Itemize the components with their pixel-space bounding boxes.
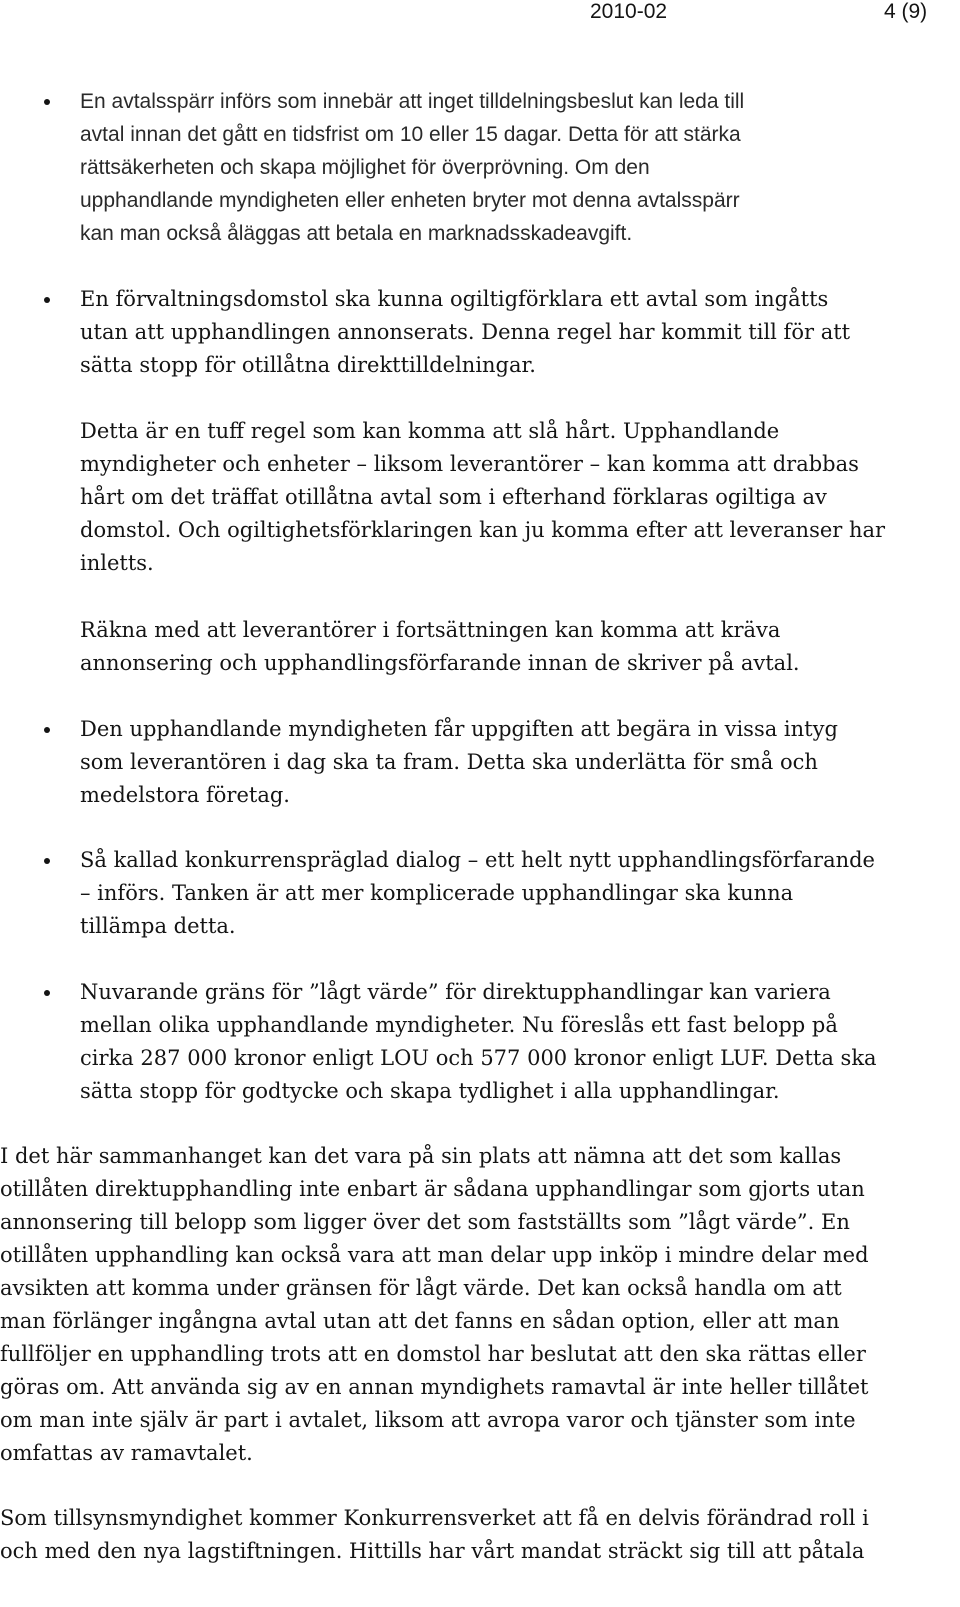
bullet-marker [44,858,50,864]
text-line: rättsäkerheten och skapa möjlighet för överprövning. Om den [80,156,650,179]
text-line: göras om. Att använda sig av en annan myndighets ramavtal är inte heller tillåtet [0,1375,869,1399]
text-line: otillåten upphandling kan också vara att man delar upp inköp i mindre delar med [0,1243,869,1267]
text-line: upphandlande myndigheten eller enheten bryter mot denna avtalsspärr [80,189,740,212]
text-line: man förlänger ingångna avtal utan att det fanns en sådan option, eller att man [0,1309,840,1333]
text-line: Den upphandlande myndigheten får uppgiften att begära in vissa intyg [80,717,838,741]
text-line: domstol. Och ogiltighetsförklaringen kan ju komma efter att leveranser har [80,518,886,542]
text-line: sätta stopp för otillåtna direkttilldelningar. [80,353,536,377]
text-line: som leverantören i dag ska ta fram. Detta ska underlätta för små och [80,750,818,774]
text-line: otillåten direktupphandling inte enbart är sådana upphandlingar som gjorts utan [0,1177,865,1201]
bullet-item [80,713,940,812]
indented-paragraph [80,415,940,580]
text-line: myndigheter och enheter – liksom leverantörer – kan komma att drabbas [80,452,859,476]
text-line: annonsering och upphandlingsförfarande innan de skriver på avtal. [80,651,800,675]
header-page-number: 4 (9) [884,0,928,23]
text-line: inletts. [80,551,154,575]
bullet-marker [44,990,50,996]
text-line: om man inte själv är part i avtalet, liksom att avropa varor och tjänster som inte [0,1408,856,1432]
text-line: Detta är en tuff regel som kan komma att slå hårt. Upphandlande [80,419,780,443]
text-line: mellan olika upphandlande myndigheter. Nu föreslås ett fast belopp på [80,1013,838,1037]
bullet-item [80,283,940,382]
text-line: En förvaltningsdomstol ska kunna ogiltigförklara ett avtal som ingåtts [80,287,829,311]
text-line: utan att upphandlingen annonserats. Denna regel har kommit till för att [80,320,851,344]
text-line: medelstora företag. [80,783,290,807]
header-date: 2010-02 [590,0,668,23]
bullet-item [80,85,940,250]
text-line: Räkna med att leverantörer i fortsättningen kan komma att kräva [80,618,781,642]
bullet-marker [44,99,50,105]
bullet-item [80,976,940,1108]
page-header [0,0,960,30]
bullet-item [80,844,940,943]
bullet-marker [44,297,50,303]
text-line: hårt om det träffat otillåtna avtal som i efterhand förklaras ogiltiga av [80,485,827,509]
text-line: avsikten att komma under gränsen för lågt värde. Det kan också handla om att [0,1276,842,1300]
text-line: sätta stopp för godtycke och skapa tydlighet i alla upphandlingar. [80,1079,780,1103]
text-line: Nuvarande gräns för ”lågt värde” för direktupphandlingar kan variera [80,980,831,1004]
text-line: tillämpa detta. [80,914,236,938]
body-paragraph [0,1502,940,1568]
bullet-marker [44,727,50,733]
indented-paragraph [80,614,940,680]
text-line: annonsering till belopp som ligger över det som fastställts som ”lågt värde”. En [0,1210,850,1234]
text-line: En avtalsspärr införs som innebär att inget tilldelningsbeslut kan leda till [80,90,745,113]
text-line: fullföljer en upphandling trots att en domstol har beslutat att den ska rättas eller [0,1342,866,1366]
text-line: I det här sammanhanget kan det vara på sin plats att nämna att det som kallas [0,1144,842,1168]
text-line: avtal innan det gått en tidsfrist om 10 eller 15 dagar. Detta för att stärka [80,123,741,146]
text-line: cirka 287 000 kronor enligt LOU och 577 000 kronor enligt LUF. Detta ska [80,1046,877,1070]
text-line: – införs. Tanken är att mer komplicerade upphandlingar ska kunna [80,881,794,905]
text-line: omfattas av ramavtalet. [0,1441,253,1465]
body-paragraph [0,1140,940,1470]
text-line: Så kallad konkurrenspräglad dialog – ett helt nytt upphandlingsförfarande [80,848,875,872]
text-line: Som tillsynsmyndighet kommer Konkurrensverket att få en delvis förändrad roll i [0,1506,869,1530]
text-line: kan man också åläggas att betala en marknadsskadeavgift. [80,222,633,245]
text-line: och med den nya lagstiftningen. Hittills har vårt mandat sträckt sig till att påtala [0,1539,865,1563]
